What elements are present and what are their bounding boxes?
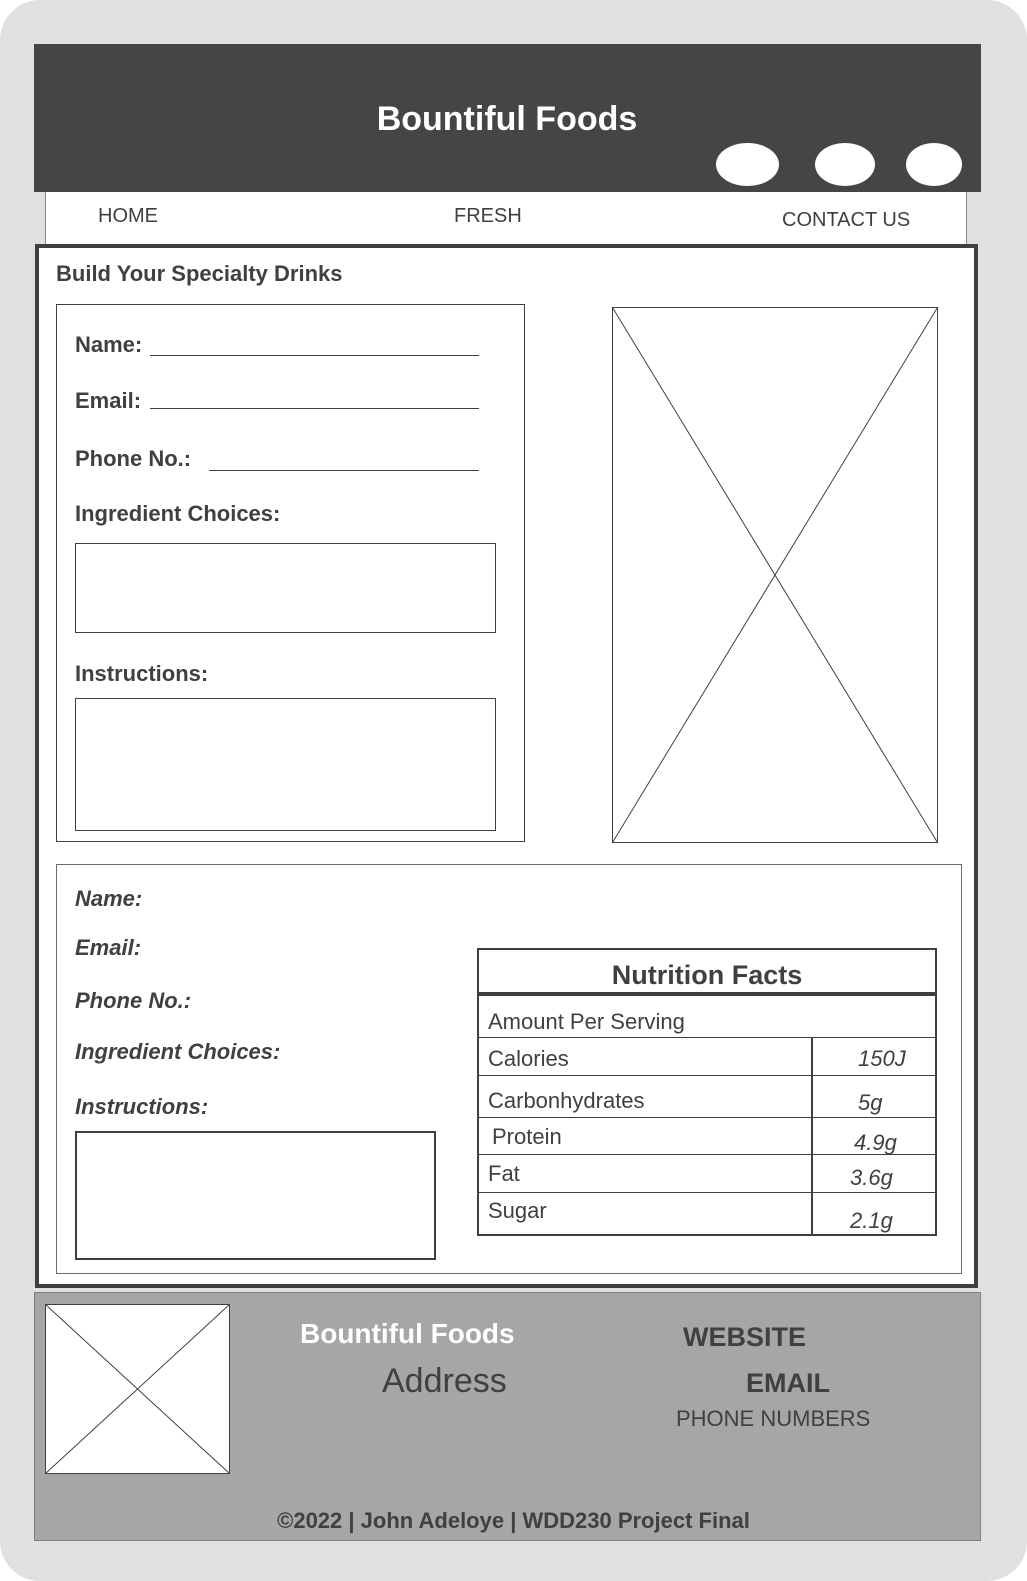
nutrition-divider (479, 1037, 935, 1038)
phone-input[interactable] (209, 470, 479, 471)
nutrition-row-value: 3.6g (850, 1165, 893, 1190)
summary-email-label: Email: (75, 935, 142, 960)
nutrition-row-value: 2.1g (850, 1208, 893, 1233)
nutrition-row-label: Sugar (488, 1198, 547, 1223)
nutrition-row-value: 150J (858, 1046, 906, 1071)
nutrition-title-divider (479, 992, 935, 996)
instructions-textarea[interactable] (75, 698, 496, 831)
summary-instructions-label: Instructions: (75, 1094, 209, 1119)
footer-brand: Bountiful Foods (300, 1318, 515, 1349)
footer-logo-placeholder (45, 1304, 230, 1474)
email-input[interactable] (150, 408, 479, 409)
nutrition-title: Nutrition Facts (611, 960, 803, 990)
nutrition-row-value: 4.9g (854, 1130, 897, 1155)
ingredients-label: Ingredient Choices: (75, 501, 281, 526)
nutrition-row-label: Carbonhydrates (488, 1088, 645, 1113)
footer-copyright: ©2022 | John Adeloye | WDD230 Project Final (277, 1508, 750, 1533)
summary-name-label: Name: (75, 886, 143, 911)
nutrition-row-label: Protein (492, 1124, 562, 1149)
ingredients-select[interactable] (75, 543, 496, 633)
nutrition-facts-table (477, 948, 937, 1236)
nutrition-divider (479, 1192, 935, 1193)
site-title: Bountiful Foods (376, 100, 638, 138)
summary-instructions-box (75, 1131, 436, 1260)
instructions-label: Instructions: (75, 661, 209, 686)
name-input[interactable] (150, 355, 479, 356)
nutrition-row-label: Calories (488, 1046, 569, 1071)
social-icon-1[interactable] (716, 143, 779, 186)
summary-phone-label: Phone No.: (75, 988, 192, 1013)
email-label: Email: (75, 388, 142, 413)
social-icon-3[interactable] (906, 143, 962, 186)
nav-fresh-link[interactable]: FRESH (454, 205, 522, 227)
image-placeholder (612, 307, 938, 843)
main-nav (45, 192, 967, 244)
nutrition-column-divider (811, 1037, 813, 1234)
page-heading: Build Your Specialty Drinks (56, 261, 343, 286)
nutrition-row-label: Fat (488, 1161, 520, 1186)
summary-ingredients-label: Ingredient Choices: (75, 1039, 281, 1064)
social-icon-2[interactable] (815, 143, 875, 186)
amount-per-serving: Amount Per Serving (488, 1009, 685, 1034)
nutrition-divider (479, 1117, 935, 1118)
footer-website-link[interactable]: WEBSITE (683, 1322, 807, 1352)
name-label: Name: (75, 332, 143, 357)
footer-email-link[interactable]: EMAIL (746, 1368, 830, 1398)
nutrition-row-value: 5g (858, 1090, 883, 1115)
footer-address: Address (382, 1362, 507, 1400)
footer-phone: PHONE NUMBERS (676, 1406, 871, 1431)
nutrition-divider (479, 1075, 935, 1076)
nav-contact-link[interactable]: CONTACT US (782, 209, 911, 231)
phone-label: Phone No.: (75, 446, 192, 471)
nav-home-link[interactable]: HOME (98, 205, 158, 227)
